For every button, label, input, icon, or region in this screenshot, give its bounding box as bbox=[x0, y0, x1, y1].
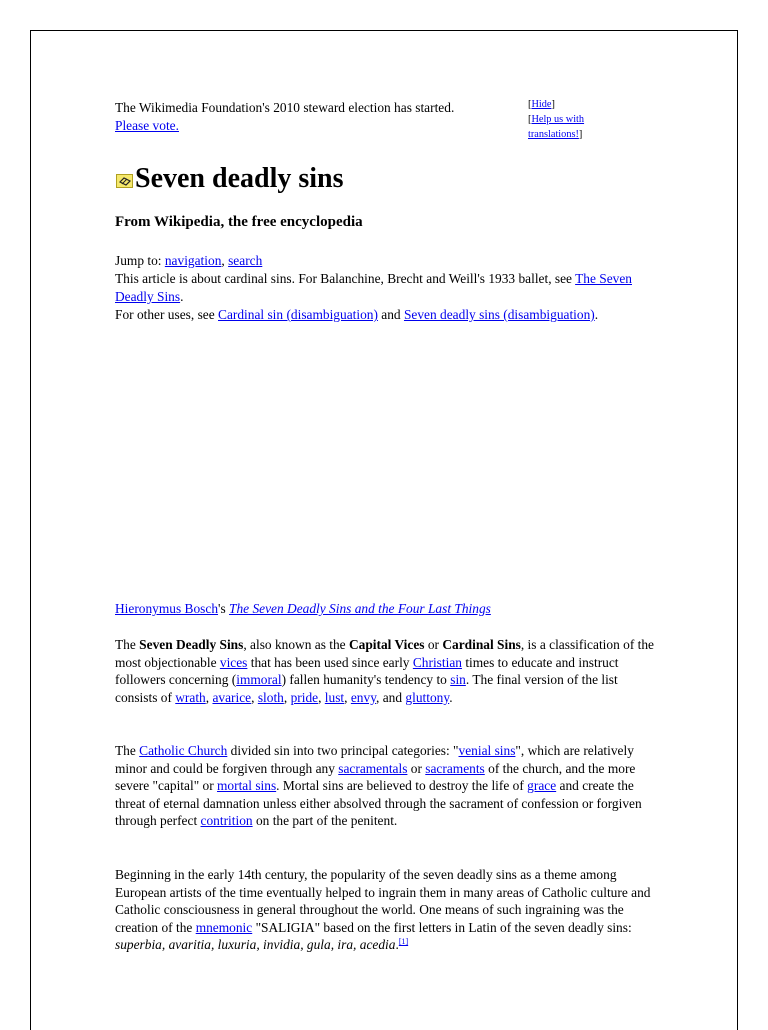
catholic-church-link[interactable]: Catholic Church bbox=[139, 743, 228, 758]
hatnote: Jump to: navigation, search This article is about cardinal sins. For Balanchine, Brecht and Weill's 1933 ballet, see The Seven Deadly Sins. For other uses, see Cardinal sin (disambiguation) and Seven deadly sins (disambiguation). bbox=[115, 253, 632, 322]
venial-sins-link[interactable]: venial sins bbox=[458, 743, 516, 758]
help-translate-link[interactable]: Help us with translations! bbox=[528, 114, 585, 140]
seven-deadly-sins-disambiguation-link[interactable]: Seven deadly sins (disambiguation) bbox=[403, 307, 595, 322]
contrition-link[interactable]: contrition bbox=[200, 813, 253, 829]
sacramentals-link[interactable]: sacramentals bbox=[338, 760, 408, 776]
christian-link[interactable]: Christian bbox=[412, 654, 462, 670]
hieronymus-bosch-link[interactable]: Hieronymus Bosch bbox=[115, 601, 219, 616]
latin-sins-list: superbia, avaritia, luxuria, invidia, gula, ira, acedia bbox=[115, 937, 396, 953]
image-caption: Hieronymus Bosch's The Seven Deadly Sins and the Four Last Things bbox=[115, 601, 491, 616]
pride-link[interactable]: pride bbox=[290, 689, 319, 705]
immoral-link[interactable]: immoral bbox=[236, 672, 282, 688]
paragraph-catholic-church: The Catholic Church divided sin into two principal categories: "venial sins", which are relatively minor and could be forgiven through any sacramentals or sacraments of the church, and the more severe "capital" or mortal sins. Mortal sins are believed to destroy the life of grace and create the threat of eternal damnation unless either absolved through the sacrament of confession or forgiven through perfect contrition on the part of the penitent. bbox=[115, 743, 642, 829]
navigation-link[interactable]: navigation bbox=[164, 253, 222, 268]
vote-link[interactable]: Please vote. bbox=[115, 118, 179, 133]
hide-link[interactable]: Hide bbox=[531, 99, 552, 110]
other-uses-text: For other uses, see bbox=[115, 307, 219, 322]
gluttony-link[interactable]: gluttony bbox=[405, 689, 450, 705]
jump-to-label: Jump to: bbox=[115, 253, 165, 268]
reference-1-link[interactable]: [1] bbox=[398, 937, 409, 947]
title-row bbox=[116, 161, 344, 197]
paragraph-history: Beginning in the early 14th century, the popularity of the seven deadly sins as a theme among European artists of the time eventually helped to ingrain them in many areas of Catholic culture and Catholic consciousness in general throughout the world. One means of such ingraining was the creation of the mnemonic "SALIGIA" based on the first letters in Latin of the seven deadly sins: superbia, avaritia, luxuria, invidia, gula, ira, acedia.[1] bbox=[115, 867, 651, 953]
page-title: Seven deadly sins bbox=[135, 163, 344, 194]
about-text: This article is about cardinal sins. For Balanchine, Brecht and Weill's 1933 ballet, see bbox=[115, 271, 576, 286]
audio-speaker-icon[interactable] bbox=[116, 174, 133, 188]
mnemonic-link[interactable]: mnemonic bbox=[195, 919, 253, 935]
sloth-link[interactable]: sloth bbox=[257, 689, 284, 705]
ballet-link[interactable]: The Seven Deadly Sins bbox=[115, 271, 632, 304]
avarice-link[interactable]: avarice bbox=[212, 689, 252, 705]
sacraments-link[interactable]: sacraments bbox=[425, 760, 485, 776]
paragraph-intro: The Seven Deadly Sins, also known as the Capital Vices or Cardinal Sins, is a classification of the most objectionable vices that has been used since early Christian times to educate and instruct followers concerning (immoral) fallen humanity's tendency to sin. The final version of the list consists of wrath, avarice, sloth, pride, lust, envy, and gluttony. bbox=[115, 637, 654, 705]
lust-link[interactable]: lust bbox=[324, 689, 345, 705]
envy-link[interactable]: envy bbox=[350, 689, 377, 705]
site-subtitle: From Wikipedia, the free encyclopedia bbox=[115, 214, 363, 230]
sitenotice bbox=[115, 99, 515, 135]
document-page bbox=[30, 30, 738, 1030]
sitenotice-text: The Wikimedia Foundation's 2010 steward election has started. bbox=[115, 100, 455, 115]
grace-link[interactable]: grace bbox=[527, 778, 557, 794]
mortal-sins-link[interactable]: mortal sins bbox=[217, 778, 277, 794]
artwork-link[interactable]: The Seven Deadly Sins and the Four Last Things bbox=[229, 601, 491, 616]
wrath-link[interactable]: wrath bbox=[175, 689, 206, 705]
sitenotice-controls: [Hide] [Help us with translations!] bbox=[528, 99, 585, 140]
cardinal-sin-disambiguation-link[interactable]: Cardinal sin (disambiguation) bbox=[218, 307, 378, 322]
search-link[interactable]: search bbox=[228, 253, 263, 268]
vices-link[interactable]: vices bbox=[219, 654, 248, 670]
sin-link[interactable]: sin bbox=[450, 672, 466, 688]
